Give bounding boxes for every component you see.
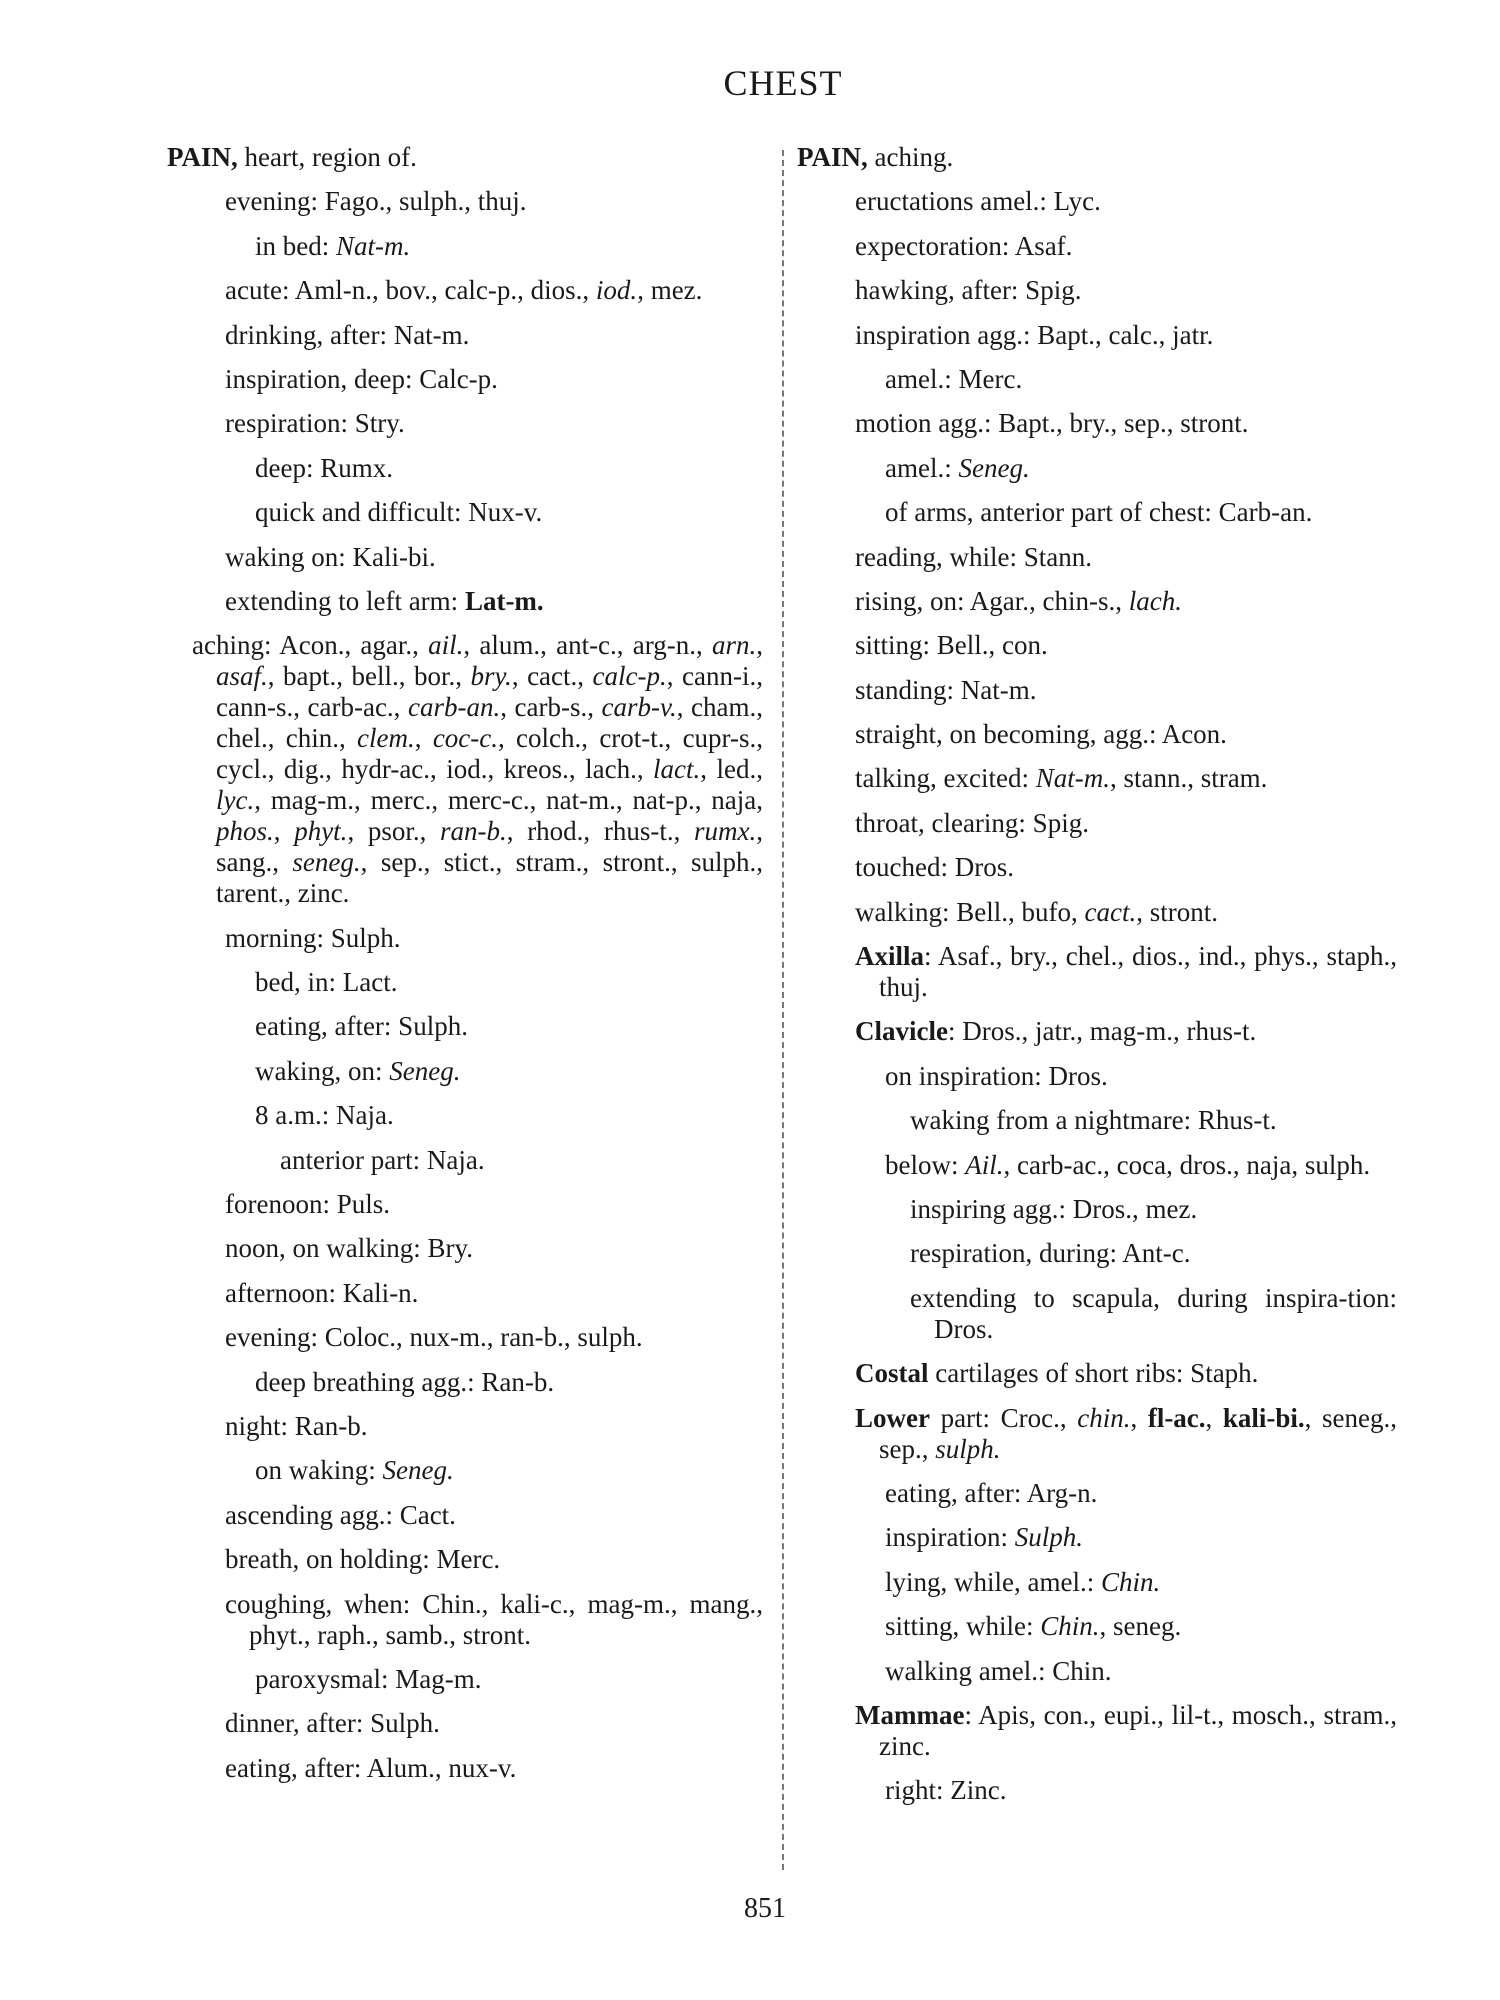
rubric-entry <box>797 453 1397 484</box>
entry-text: straight, on becoming, agg.: Acon. <box>855 719 1227 750</box>
entry-text: , <box>273 816 295 847</box>
rubric-entry <box>167 1708 763 1739</box>
entry-text: night: Ran-b. <box>225 1410 368 1441</box>
rubric-entry <box>167 1056 763 1087</box>
page-number: 851 <box>744 1893 786 1924</box>
rubric-entry <box>167 320 763 351</box>
rubric-entry <box>797 1016 1397 1047</box>
italic-remedy: Seneg. <box>382 1455 454 1486</box>
italic-remedy: Chin. <box>1040 1611 1100 1642</box>
entry-text: respiration, during: Ant-c. <box>910 1238 1191 1269</box>
entry-text: , sang., <box>216 816 764 878</box>
bold-text: PAIN, <box>167 142 238 172</box>
entry-text: , mag-m., merc., merc-c., nat-m., nat-p., naja, <box>254 785 763 816</box>
entry-text: respiration: Stry. <box>225 408 405 439</box>
entry-text: amel.: <box>885 452 959 483</box>
rubric-entry <box>797 1358 1397 1389</box>
rubric-entry <box>797 408 1397 439</box>
italic-remedy: arn. <box>711 630 757 661</box>
entry-text: extending to left arm: <box>225 585 465 616</box>
rubric-entry <box>167 1233 763 1264</box>
entry-text: , seneg. <box>1099 1611 1182 1642</box>
entry-text: , carb-ac., coca, dros., naja, sulph. <box>1003 1149 1371 1180</box>
italic-remedy: carb-an. <box>407 692 501 723</box>
entry-text: walking amel.: Chin. <box>885 1655 1112 1686</box>
rubric-entry <box>167 408 763 439</box>
entry-text: : Asaf., bry., chel., dios., ind., phys., staph., thuj. <box>879 941 1397 1003</box>
bold-text: kali-bi. <box>1222 1402 1305 1433</box>
italic-remedy: Sulph. <box>1014 1522 1084 1553</box>
entry-text: waking on: Kali-bi. <box>225 541 436 572</box>
entry-text: noon, on walking: Bry. <box>225 1233 473 1264</box>
rubric-entry <box>167 923 763 954</box>
entry-text: below: <box>885 1149 966 1180</box>
entry-text: : Dros., jatr., mag-m., rhus-t. <box>947 1016 1257 1047</box>
rubric-entry <box>167 1664 763 1695</box>
entry-text: afternoon: Kali-n. <box>225 1277 419 1308</box>
bold-text: Costal <box>855 1358 929 1389</box>
italic-remedy: carb-v. <box>601 692 677 723</box>
rubric-entry <box>167 231 763 262</box>
rubric-entry <box>797 586 1397 617</box>
rubric-entry <box>797 1567 1397 1598</box>
entry-text: right: Zinc. <box>885 1775 1007 1806</box>
rubric-entry <box>797 275 1397 306</box>
rubric-entry <box>797 1105 1397 1136</box>
rubric-entry <box>167 1411 763 1442</box>
italic-remedy: calc-p. <box>592 661 667 692</box>
bold-text: Lower <box>855 1402 930 1433</box>
entry-text: inspiring agg.: Dros., mez. <box>910 1193 1198 1224</box>
entry-text: rising, on: Agar., chin-s., <box>855 585 1129 616</box>
left-column <box>167 142 763 1797</box>
column-divider <box>782 150 784 1870</box>
rubric-entry <box>167 1189 763 1220</box>
entry-text: standing: Nat-m. <box>855 674 1037 705</box>
italic-remedy: cact. <box>1084 896 1137 927</box>
rubric-entry <box>797 1283 1397 1345</box>
entry-text: evening: Coloc., nux-m., ran-b., sulph. <box>225 1322 643 1353</box>
rubric-entry <box>167 497 763 528</box>
rubric-entry <box>167 1455 763 1486</box>
italic-remedy: Nat-m. <box>1035 763 1110 794</box>
bold-text: fl-ac. <box>1147 1402 1206 1433</box>
entry-text: , <box>1205 1402 1223 1433</box>
entry-text: paroxysmal: Mag-m. <box>255 1663 482 1694</box>
entry-text: on waking: <box>255 1455 383 1486</box>
entry-text: , seneg., sep., <box>879 1402 1397 1464</box>
entry-text: eating, after: Arg-n. <box>885 1477 1098 1508</box>
entry-text: anterior part: Naja. <box>280 1144 485 1175</box>
rubric-entry <box>797 675 1397 706</box>
rubric-entry <box>797 1061 1397 1092</box>
italic-remedy: ran-b. <box>440 816 507 847</box>
entry-text: inspiration agg.: Bapt., calc., jatr. <box>855 319 1214 350</box>
entry-text: heart, region of. <box>237 142 417 172</box>
entry-text: , stront. <box>1136 896 1218 927</box>
italic-remedy: Chin. <box>1100 1566 1161 1597</box>
rubric-entry <box>167 275 763 306</box>
entry-text: , rhod., rhus-t., <box>506 816 695 847</box>
entry-text: , led., <box>700 754 763 785</box>
italic-remedy: seneg. <box>292 847 361 878</box>
rubric-entry <box>167 1278 763 1309</box>
entry-text: breath, on holding: Merc. <box>225 1544 501 1575</box>
bold-text: Mammae <box>855 1699 965 1730</box>
entry-text: , carb-s., <box>500 692 602 723</box>
right-column <box>797 142 1397 1820</box>
entry-text: quick and difficult: Nux-v. <box>255 497 543 528</box>
rubric-entry <box>797 763 1397 794</box>
rubric-entry <box>797 719 1397 750</box>
entry-text: deep breathing agg.: Ran-b. <box>255 1366 555 1397</box>
entry-text: , stann., stram. <box>1109 763 1268 794</box>
rubric-entry <box>167 1100 763 1131</box>
entry-text: acute: Aml-n., bov., calc-p., dios., <box>225 275 596 306</box>
rubric-entry <box>797 1403 1397 1465</box>
entry-text: amel.: Merc. <box>885 363 1023 394</box>
italic-remedy: Ail. <box>965 1149 1004 1180</box>
entry-text: of arms, anterior part of chest: Carb-an. <box>885 497 1313 528</box>
entry-text: , psor., <box>347 816 441 847</box>
rubric-entry <box>797 941 1397 1003</box>
rubric-entry <box>167 630 763 909</box>
entry-text: deep: Rumx. <box>255 452 393 483</box>
rubric-entry <box>797 320 1397 351</box>
entry-text: , colch., crot-t., cupr-s., cycl., dig., hydr-ac., iod., kreos., lach., <box>216 723 764 785</box>
entry-text: inspiration, deep: Calc-p. <box>225 363 498 394</box>
rubric-entry <box>167 453 763 484</box>
entry-text: evening: Fago., sulph., thuj. <box>225 186 527 217</box>
italic-remedy: rumx. <box>694 816 757 847</box>
rubric-entry <box>797 542 1397 573</box>
entry-text: aching: Acon., agar., <box>192 630 429 661</box>
entry-text: forenoon: Puls. <box>225 1189 390 1220</box>
bold-text: Clavicle <box>855 1016 948 1047</box>
rubric-entry <box>167 364 763 395</box>
entry-text: , bapt., bell., bor., <box>267 661 471 692</box>
entry-text: reading, while: Stann. <box>855 541 1092 572</box>
rubric-entry <box>167 586 763 617</box>
rubric-entry <box>797 630 1397 661</box>
rubric-entry <box>797 1611 1397 1642</box>
rubric-entry <box>797 231 1397 262</box>
italic-remedy: asaf. <box>216 661 268 692</box>
rubric-entry <box>167 1753 763 1784</box>
entry-text: , mez. <box>637 275 703 306</box>
italic-remedy: Seneg. <box>389 1055 461 1086</box>
page-heading: CHEST <box>723 63 843 103</box>
italic-remedy: lach. <box>1128 585 1182 616</box>
bold-text: PAIN, <box>797 142 868 172</box>
italic-remedy: coc-c. <box>432 723 499 754</box>
italic-remedy: Nat-m. <box>336 230 411 261</box>
entry-text: , sep., stict., stram., stront., sulph., tarent., zinc. <box>216 847 763 909</box>
rubric-entry <box>797 1522 1397 1553</box>
rubric-entry <box>797 186 1397 217</box>
rubric-entry <box>797 1656 1397 1687</box>
bold-text: Lat-m. <box>464 585 544 616</box>
entry-text: inspiration: <box>885 1522 1015 1553</box>
italic-remedy: lyc. <box>216 785 255 816</box>
entry-text: , alum., ant-c., arg-n., <box>463 630 712 661</box>
italic-remedy: clem. <box>357 723 415 754</box>
rubric-entry <box>797 852 1397 883</box>
rubric-entry <box>797 364 1397 395</box>
entry-text: bed, in: Lact. <box>255 967 398 998</box>
entry-text: , <box>756 630 763 661</box>
entry-text: throat, clearing: Spig. <box>855 807 1089 838</box>
entry-text: , <box>1130 1402 1148 1433</box>
entry-text: talking, excited: <box>855 763 1036 794</box>
rubric-entry <box>167 1011 763 1042</box>
rubric-entry <box>167 1589 763 1651</box>
entry-text: drinking, after: Nat-m. <box>225 319 470 350</box>
rubric-entry <box>797 897 1397 928</box>
entry-text: extending to scapula, during inspira-tion: Dros. <box>910 1282 1397 1344</box>
rubric-entry <box>167 1544 763 1575</box>
rubric-entry <box>167 186 763 217</box>
entry-text: cartilages of short ribs: Staph. <box>928 1358 1259 1389</box>
rubric-entry <box>797 808 1397 839</box>
entry-text: touched: Dros. <box>855 852 1014 883</box>
entry-text: coughing, when: Chin., kali-c., mag-m., mang., phyt., raph., samb., stront. <box>225 1588 763 1650</box>
italic-remedy: Seneg. <box>958 452 1030 483</box>
entry-text: hawking, after: Spig. <box>855 275 1082 306</box>
bold-text: Axilla <box>855 941 925 972</box>
rubric-heading <box>797 142 1397 173</box>
rubric-entry <box>167 1500 763 1531</box>
entry-text: walking: Bell., bufo, <box>855 896 1085 927</box>
entry-text: part: Croc., <box>929 1402 1078 1433</box>
rubric-entry <box>167 542 763 573</box>
rubric-entry <box>797 1194 1397 1225</box>
entry-text: on inspiration: Dros. <box>885 1060 1108 1091</box>
rubric-entry <box>167 967 763 998</box>
entry-text: : Apis, con., eupi., lil-t., mosch., stram., zinc. <box>879 1699 1397 1761</box>
italic-remedy: bry. <box>470 661 512 692</box>
italic-remedy: ail. <box>428 630 464 661</box>
entry-text: , cact., <box>511 661 593 692</box>
entry-text: aching. <box>867 142 954 172</box>
rubric-entry <box>797 1700 1397 1762</box>
rubric-entry <box>167 1367 763 1398</box>
italic-remedy: phyt. <box>294 816 348 847</box>
rubric-entry <box>797 1150 1397 1181</box>
entry-text: dinner, after: Sulph. <box>225 1708 440 1739</box>
entry-text: , cham., chel., chin., <box>216 692 763 754</box>
entry-text: 8 a.m.: Naja. <box>255 1100 394 1131</box>
rubric-entry <box>797 1775 1397 1806</box>
rubric-entry <box>797 1238 1397 1269</box>
italic-remedy: phos. <box>216 816 274 847</box>
italic-remedy: chin. <box>1077 1402 1131 1433</box>
rubric-entry <box>797 497 1397 528</box>
entry-text: morning: Sulph. <box>225 922 401 953</box>
entry-text: waking from a nightmare: Rhus-t. <box>910 1105 1277 1136</box>
entry-text: sitting: Bell., con. <box>855 630 1048 661</box>
entry-text: eating, after: Alum., nux-v. <box>225 1752 517 1783</box>
italic-remedy: lact. <box>653 754 701 785</box>
entry-text: ascending agg.: Cact. <box>225 1499 456 1530</box>
rubric-entry <box>167 1322 763 1353</box>
italic-remedy: sulph. <box>935 1433 1001 1464</box>
rubric-entry <box>797 1478 1397 1509</box>
entry-text: sitting, while: <box>885 1611 1041 1642</box>
entry-text: in bed: <box>255 230 336 261</box>
entry-text: , <box>414 723 433 754</box>
entry-text: lying, while, amel.: <box>885 1566 1101 1597</box>
italic-remedy: iod. <box>595 275 638 306</box>
entry-text: eating, after: Sulph. <box>255 1011 468 1042</box>
entry-text: , cann-i., cann-s., carb-ac., <box>216 661 763 723</box>
rubric-entry <box>167 1145 763 1176</box>
entry-text: expectoration: Asaf. <box>855 230 1073 261</box>
entry-text: eructations amel.: Lyc. <box>855 186 1101 217</box>
rubric-heading <box>167 142 763 173</box>
entry-text: motion agg.: Bapt., bry., sep., stront. <box>855 408 1249 439</box>
entry-text: waking, on: <box>255 1055 390 1086</box>
